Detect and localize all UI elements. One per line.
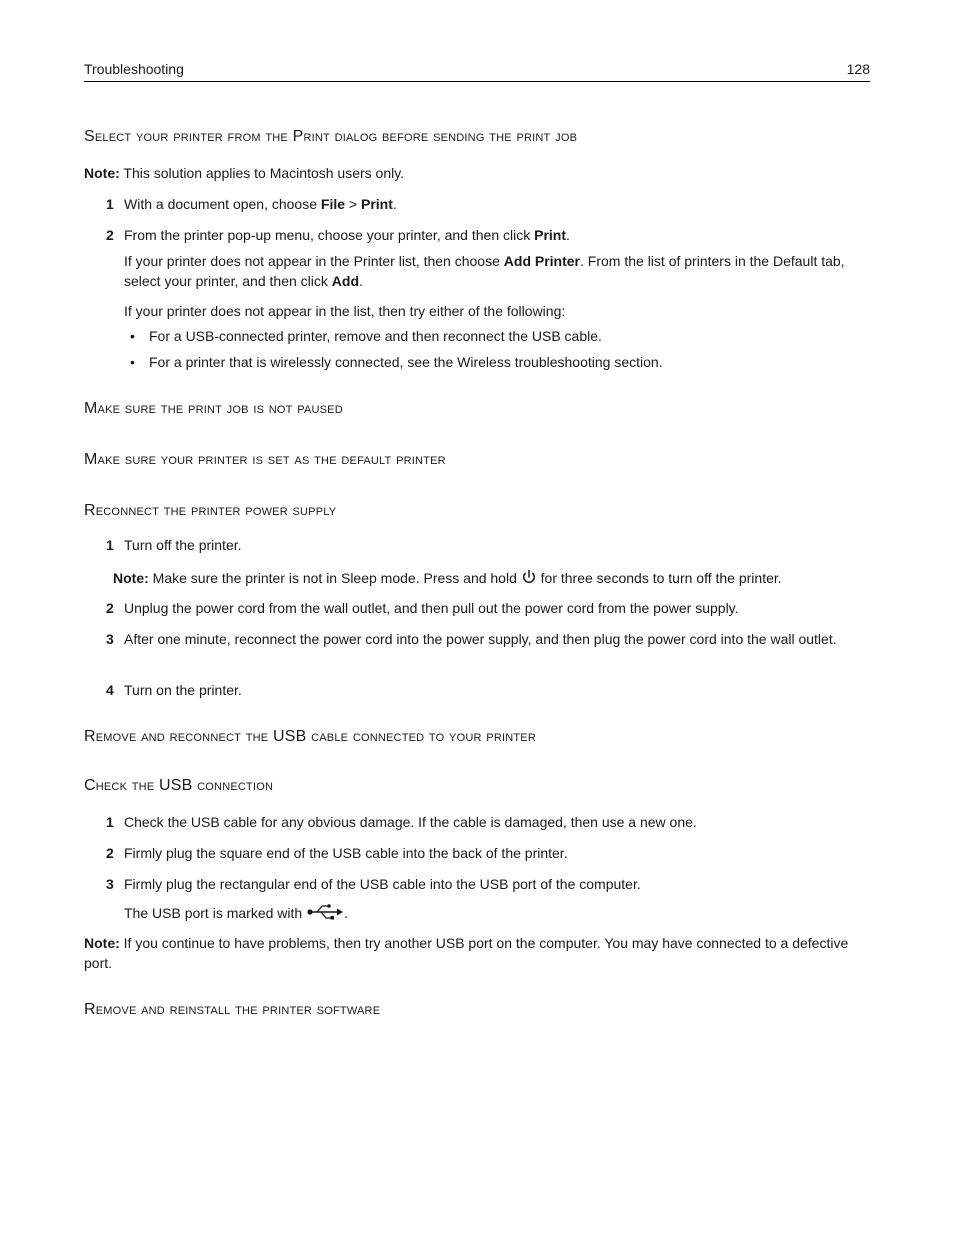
step-number: 2 (106, 845, 114, 861)
header-section: Troubleshooting (84, 61, 184, 77)
para-try-following: If your printer does not appear in the list, then try either of the following: (124, 303, 566, 319)
bullet: • (130, 328, 135, 344)
step-text: Firmly plug the square end of the USB cable into the back of the printer. (124, 845, 568, 861)
heading-reconnect-usb: Remove and reconnect the USB cable connected to your printer (84, 728, 536, 745)
step-number: 1 (106, 196, 114, 212)
step-text: Turn off the printer. (124, 537, 242, 553)
para-usb-port: The USB port is marked with . (124, 903, 872, 926)
heading-reinstall-software: Remove and reinstall the printer software (84, 1001, 381, 1018)
step-text: Firmly plug the rectangular end of the USB cable into the USB port of the computer. (124, 876, 641, 892)
power-icon (521, 569, 537, 590)
step-text: Unplug the power cord from the wall outlet, and then pull out the power cord from the power supply. (124, 600, 739, 616)
page-header (84, 59, 870, 82)
step-text: Check the USB cable for any obvious damage. If the cable is damaged, then use a new one. (124, 814, 697, 830)
step-text: From the printer pop-up menu, choose your printer, and then click Print. (124, 227, 570, 243)
note-macintosh (84, 163, 874, 183)
note-sleep-mode: Note: Make sure the printer is not in Sleep mode. Press and hold for three seconds to turn off the printer. (113, 568, 873, 590)
step-text: With a document open, choose File > Print. (124, 196, 397, 212)
note-label: Note: (84, 165, 120, 181)
note-defective-port (84, 933, 874, 973)
step-number: 2 (106, 600, 114, 616)
step-text: After one minute, reconnect the power cord into the power supply, and then plug the power cord into the wall outlet. (124, 631, 837, 647)
heading-job-not-paused: Make sure the print job is not paused (84, 400, 343, 417)
step-number: 4 (106, 682, 114, 698)
bullet-text: For a printer that is wirelessly connected, see the Wireless troubleshooting section. (149, 354, 663, 370)
page-number: 128 (846, 61, 870, 77)
note-text: This solution applies to Macintosh users only. (119, 165, 405, 181)
heading-power-supply: Reconnect the printer power supply (84, 502, 337, 519)
heading-check-usb: Check the USB connection (84, 777, 274, 794)
step-number: 2 (106, 227, 114, 243)
step-number: 1 (106, 814, 114, 830)
step-number: 3 (106, 876, 114, 892)
step-number: 3 (106, 631, 114, 647)
note-label: Note: (84, 935, 120, 951)
heading-select-printer: Select your printer from the Print dialog before sending the print job (84, 128, 578, 145)
para-add-printer: If your printer does not appear in the Printer list, then choose Add Printer. From the list of printers in the Default tab, select your printer, and then click Add. (124, 253, 845, 289)
bullet: • (130, 354, 135, 370)
usb-icon (306, 903, 344, 926)
note-text: If you continue to have problems, then try another USB port on the computer. You may have connected to a defective port. (84, 935, 849, 971)
note-label: Note: (113, 570, 149, 586)
heading-default-printer: Make sure your printer is set as the default printer (84, 451, 446, 468)
step-text: Turn on the printer. (124, 682, 242, 698)
bullet-text: For a USB-connected printer, remove and then reconnect the USB cable. (149, 328, 602, 344)
step-number: 1 (106, 537, 114, 553)
